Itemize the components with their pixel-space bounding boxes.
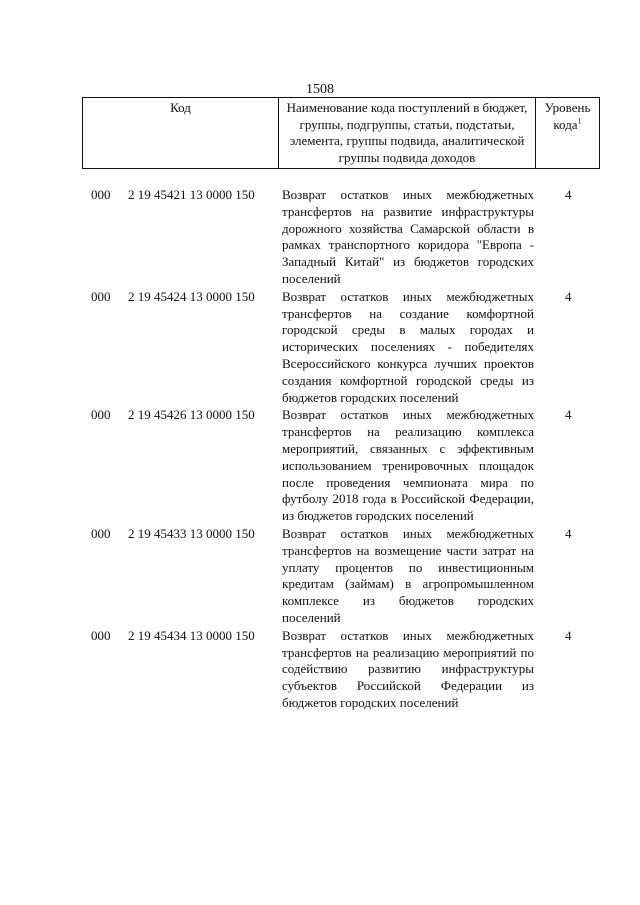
income-code: 2 19 45424 13 0000 150 <box>128 288 255 304</box>
list-item <box>0 187 640 288</box>
income-name: Возврат остатков иных межбюджетных трансфертов на возмещение части затрат на уплату процентов по инвестиционным кредитам (займам) в агропромышленном комплексе из бюджетов городских поселений <box>282 525 534 625</box>
header-level-label: Уровень кода <box>544 100 591 132</box>
income-code: 2 19 45434 13 0000 150 <box>128 627 255 643</box>
page-number: 1508 <box>306 82 334 97</box>
column-header-table <box>82 97 600 169</box>
admin-code: 000 <box>91 627 111 643</box>
header-level <box>536 98 600 169</box>
admin-code: 000 <box>91 525 111 541</box>
list-item <box>0 526 640 627</box>
header-name: Наименование кода поступлений в бюджет, группы, подгруппы, статьи, подстатьи, элемента, группы подвида, аналитической группы подвида доходов <box>279 98 536 169</box>
header-level-footnote: 1 <box>577 116 582 126</box>
code-level: 4 <box>565 187 572 202</box>
code-level: 4 <box>565 407 572 423</box>
list-item <box>0 628 640 712</box>
admin-code: 000 <box>91 187 111 202</box>
income-code: 2 19 45433 13 0000 150 <box>128 525 255 541</box>
code-level: 4 <box>565 288 572 304</box>
code-level: 4 <box>565 627 572 643</box>
code-level: 4 <box>565 525 572 541</box>
income-name: Возврат остатков иных межбюджетных трансфертов на развитие инфраструктуры дорожного хозяйства Самарской области в рамках транспортного коридора "Европа - Западный Китай" из бюджетов городских поселений <box>282 187 534 286</box>
income-name: Возврат остатков иных межбюджетных трансфертов на реализацию комплекса мероприятий, связанных с эффективным использованием тренировочных площадок после проведения чемпионата мира по футболу 2018 года в Российской Федерации, из бюджетов городских поселений <box>282 407 534 524</box>
income-code: 2 19 45421 13 0000 150 <box>128 187 255 202</box>
income-code-list <box>0 187 640 713</box>
admin-code: 000 <box>91 288 111 304</box>
list-item <box>0 289 640 407</box>
header-code: Код <box>83 98 279 169</box>
income-name: Возврат остатков иных межбюджетных трансфертов на создание комфортной городской среды в малых городах и исторических поселениях - победителях Всероссийского конкурса лучших проектов создания комфортной городской среды из бюджетов городских поселений <box>282 288 534 405</box>
list-item <box>0 407 640 525</box>
admin-code: 000 <box>91 407 111 423</box>
income-code: 2 19 45426 13 0000 150 <box>128 407 255 423</box>
income-name: Возврат остатков иных межбюджетных трансфертов на реализацию мероприятий по содействию развитию инфраструктуры субъектов Российской Федерации из бюджетов городских поселений <box>282 627 534 710</box>
